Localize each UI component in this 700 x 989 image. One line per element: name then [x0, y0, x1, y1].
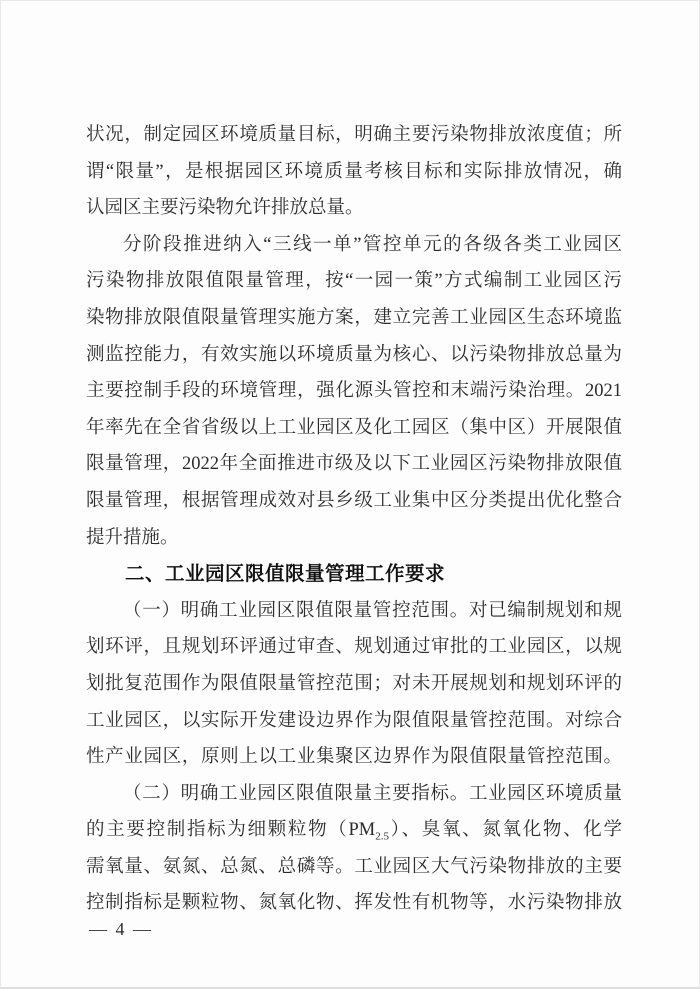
text-line: 主要控制手段的环境管理，强化源头管控和末端污染治理。2021	[86, 381, 622, 402]
text-line: 分阶段推进纳入“三线一单”管控单元的各级各类工业园区	[123, 234, 622, 255]
text-line: 谓“限量”，是根据园区环境质量考核目标和实际排放情况，确	[86, 161, 622, 182]
text-line: 需氧量、氨氮、总氮、总磷等。工业园区大气污染物排放的主要	[86, 856, 622, 877]
section-heading: 二、工业园区限值限量管理工作要求	[125, 563, 446, 586]
text-line: 工业园区，以实际开发建设边界作为限值限量管控范围。对综合	[86, 710, 622, 731]
text-line: 控制指标是颗粒物、氮氧化物、挥发性有机物等，水污染物排放	[86, 893, 622, 914]
text-line: 污染物排放限值限量管理，按“一园一策”方式编制工业园区污	[86, 271, 622, 292]
text-line: 年率先在全省省级以上工业园区及化工园区（集中区）开展限值	[86, 417, 622, 438]
text-line: （二）明确工业园区限值限量主要指标。工业园区环境质量	[123, 783, 622, 804]
text-line: 的主要控制指标为细颗粒物$(PM_{2.5})$、臭氧、氮氧化物、化学	[86, 820, 622, 843]
text-line: 染物排放限值限量管理实施方案，建立完善工业园区生态环境监	[86, 307, 622, 328]
text-line: 测监控能力，有效实施以环境质量为核心、以污染物排放总量为	[86, 344, 622, 365]
document-body	[86, 117, 622, 922]
text-line: 性产业园区，原则上以工业集聚区边界作为限值限量管控范围。	[86, 747, 622, 768]
text-line: 划环评，且规划环评通过审查、规划通过审批的工业园区，以规	[86, 637, 622, 658]
text-line: 限量管理，根据管理成效对县乡级工业集中区分类提出优化整合	[86, 490, 622, 511]
text-line: 限量管理，2022年全面推进市级及以下工业园区污染物排放限值	[86, 454, 622, 475]
text-line: 认园区主要污染物允许排放总量。	[86, 198, 364, 219]
text-line: 状况，制定园区环境质量目标，明确主要污染物排放浓度值；所	[86, 125, 622, 145]
text-line: 划批复范围作为限值限量管控范围；对未开展规划和规划环评的	[86, 673, 622, 694]
text-line: （一）明确工业园区限值限量管控范围。对已编制规划和规	[123, 600, 622, 621]
page-number: — 4 —	[89, 919, 153, 939]
text-line: 提升措施。	[86, 527, 179, 548]
